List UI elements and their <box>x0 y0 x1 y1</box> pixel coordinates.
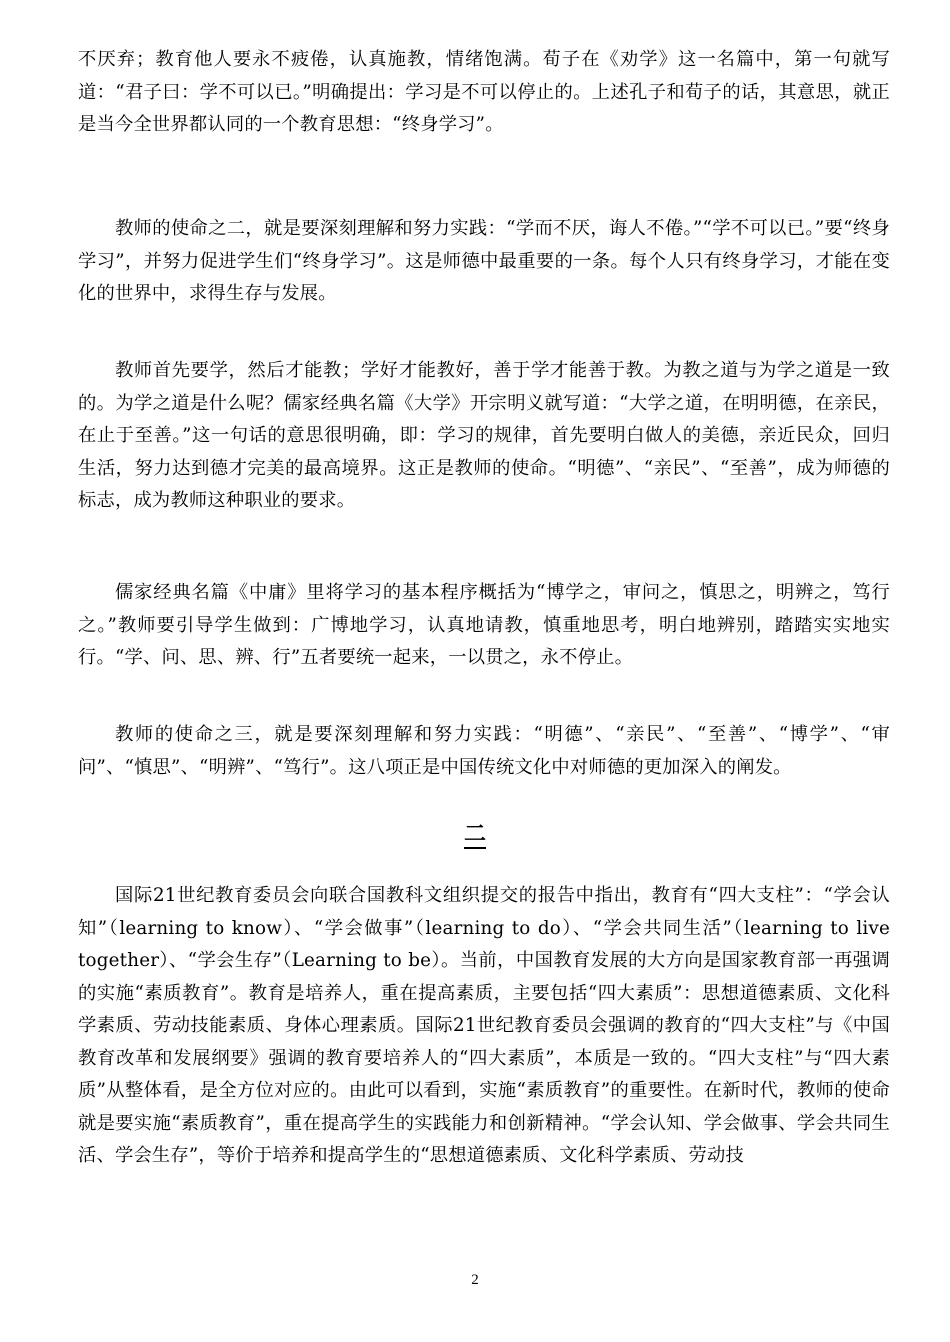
section-heading <box>0 816 950 852</box>
paragraph-way-of-learning: 教师首先要学，然后才能教；学好才能教好，善于学才能善于教。为教之道与为学之道是一致的。为学之道是什么呢？儒家经典名篇《大学》开宗明义就写道：“大学之道，在明明德，在亲民，在止于至善。”这一句话的意思很明确，即：学习的规律，首先要明白做人的美德，亲近民众，回归生活，努力达到德才完美的最高境界。这正是教师的使命。“明德”、“亲民”、“至善”，成为师德的标志，成为教师这种职业的要求。 <box>78 360 890 511</box>
paragraph-continuation: 不厌弃；教育他人要永不疲倦，认真施教，情绪饱满。荀子在《劝学》这一名篇中，第一句就写道：“君子曰：学不可以已。”明确提出：学习是不可以停止的。上述孔子和荀子的话，其意思，就正是当今全世界都认同的一个教育思想：“终身学习”。 <box>78 49 890 135</box>
paragraph-four-pillars: 国际21世纪教育委员会向联合国教科文组织提交的报告中指出，教育有“四大支柱”：“学会认知”（learning to know）、“学会做事”（learning to do）、“学会共同生活”（learning to live together）、“学会生存”（Learning to be）。当前，中国教育发展的大方向是国家教育部一再强调的实施“素质教育”。教育是培养人，重在提高素质，主要包括“四大素质”：思想道德素质、文化科学素质、劳动技能素质、身体心理素质。国际21世纪教育委员会强调的教育的“四大支柱”与《中国教育改革和发展纲要》强调的教育要培养人的“四大素质”，本质是一致的。“四大支柱”与“四大素质”从整体看，是全方位对应的。由此可以看到，实施“素质教育”的重要性。在新时代，教师的使命就是要实施“素质教育”，重在提高学生的实践能力和创新精神。“学会认知、学会做事、学会共同生活、学会生存”，等价于培养和提高学生的“思想道德素质、文化科学素质、劳动技 <box>78 885 890 1166</box>
section-heading-text: 二 <box>463 821 486 847</box>
paragraph-zhongyong: 儒家经典名篇《中庸》里将学习的基本程序概括为“博学之，审问之，慎思之，明辨之，笃行之。”教师要引导学生做到：广博地学习，认真地请教，慎重地思考，明白地辨别，踏踏实实地实行。“学、问、思、辨、行”五者要统一起来，一以贯之，永不停止。 <box>78 582 890 668</box>
page-number: 2 <box>471 1272 479 1288</box>
paragraph-teacher-mission-two: 教师的使命之二，就是要深刻理解和努力实践：“学而不厌，诲人不倦。”“学不可以已。”要“终身学习”，并努力促进学生们“终身学习”。这是师德中最重要的一条。每个人只有终身学习，才能在变化的世界中，求得生存与发展。 <box>78 218 890 304</box>
paragraph-teacher-mission-three: 教师的使命之三，就是要深刻理解和努力实践：“明德”、“亲民”、“至善”、“博学”、“审问”、“慎思”、“明辨”、“笃行”。这八项正是中国传统文化中对师德的更加深入的阐发。 <box>78 724 890 778</box>
